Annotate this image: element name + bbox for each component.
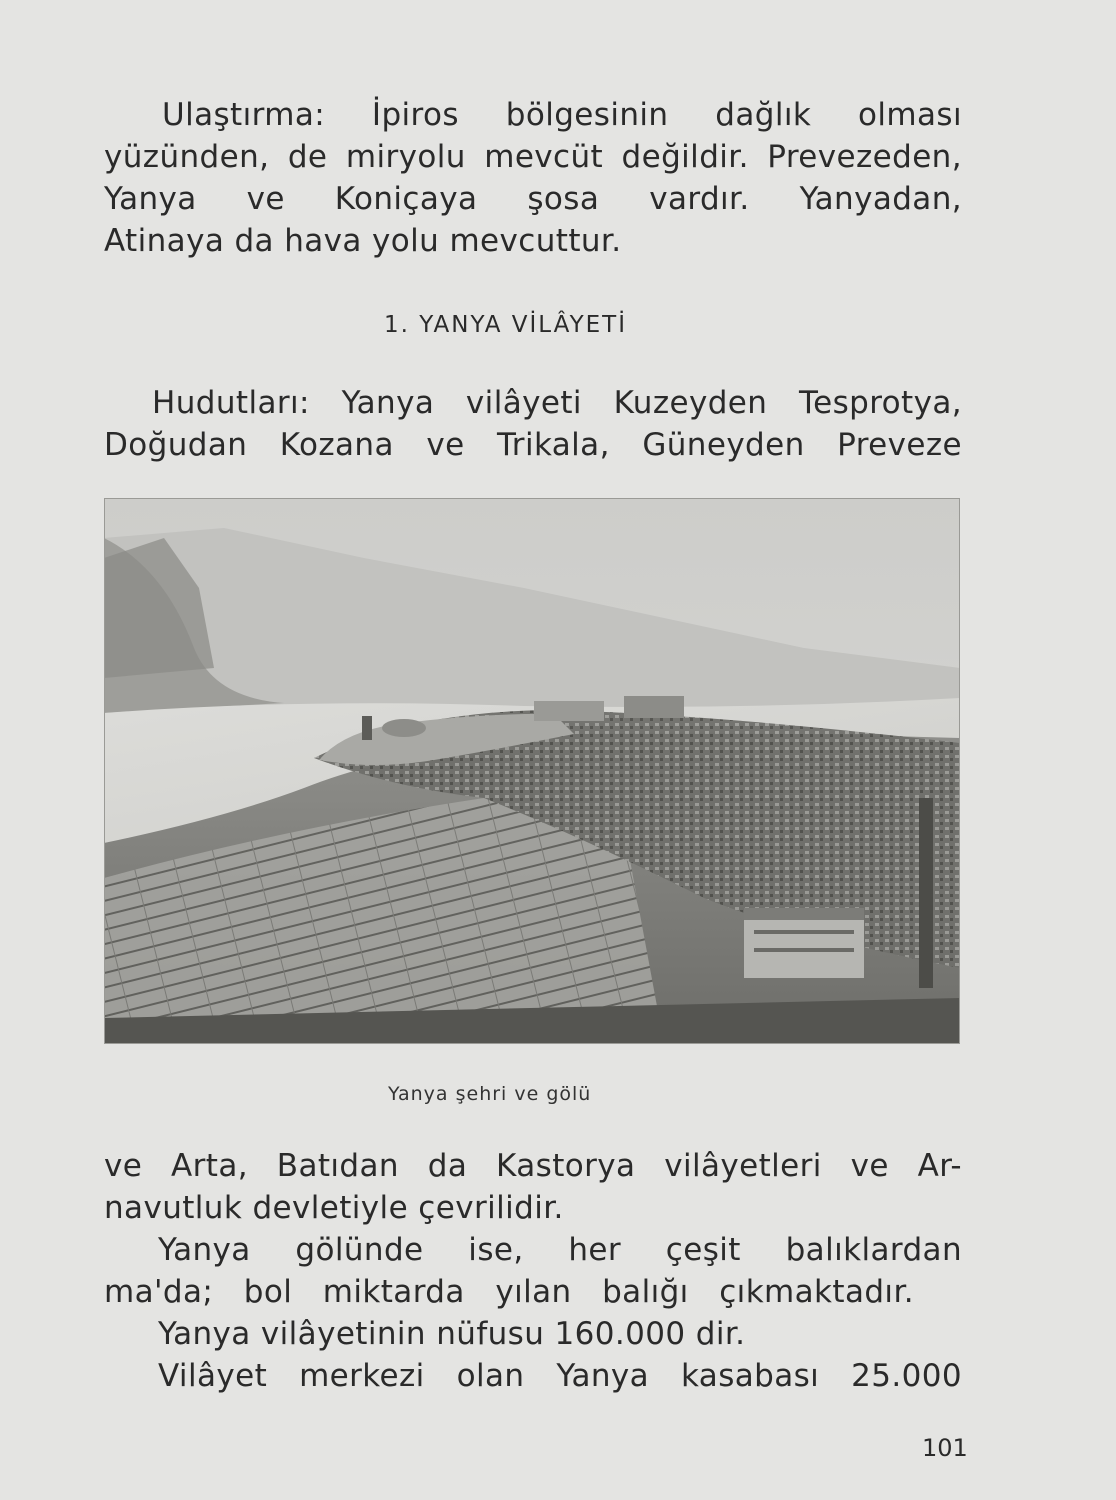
paragraph3-line-4: ma'da; bol miktarda yılan balığı çıkmaktadır. [104,1274,914,1310]
city-lake-photo [104,498,960,1044]
paragraph2-line-2: Doğudan Kozana ve Trikala, Güneyden Preveze [104,427,962,463]
paragraph1-line-1: Ulaştırma: İpiros bölgesinin dağlık olması [162,97,962,133]
paragraph2-line-1: Hudutları: Yanya vilâyeti Kuzeyden Tesprotya, [152,385,962,421]
paragraph3-line-5: Yanya vilâyetinin nüfusu 160.000 dir. [158,1316,746,1352]
paragraph3-line-2: navutluk devletiyle çevrilidir. [104,1190,564,1226]
page-number: 101 [922,1434,968,1462]
photo-caption: Yanya şehri ve gölü [388,1083,592,1105]
paragraph1-line-2: yüzünden, de miryolu mevcüt değildir. Prevezeden, [104,139,962,175]
paragraph3-line-6: Vilâyet merkezi olan Yanya kasabası 25.000 [158,1358,962,1394]
paragraph3-line-1: ve Arta, Batıdan da Kastorya vilâyetleri ve Ar- [104,1148,962,1184]
aerial-landscape-image [104,498,960,1044]
paragraph3-line-3: Yanya gölünde ise, her çeşit balıklardan [158,1232,962,1268]
paragraph1-line-4: Atinaya da hava yolu mevcuttur. [104,223,622,259]
paragraph1-line-3: Yanya ve Koniçaya şosa vardır. Yanyadan, [104,181,962,217]
section-heading: 1. YANYA VİLÂYETİ [384,312,627,338]
